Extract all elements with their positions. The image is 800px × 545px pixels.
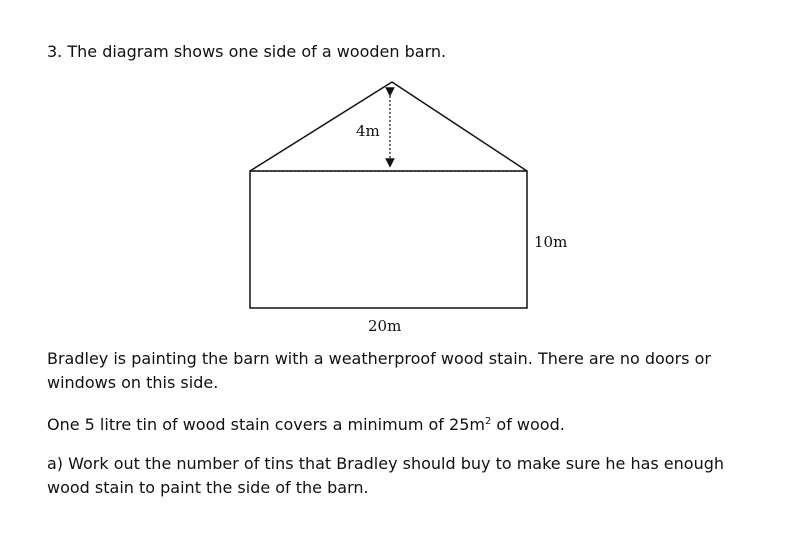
squared-superscript: 2 <box>484 416 492 427</box>
question-paragraph-coverage <box>47 413 565 437</box>
question-paragraph-context: Bradley is painting the barn with a weatherproof wood stain. There are no doors or windows on this side. <box>47 349 711 392</box>
coverage-text: One 5 litre tin of wood stain covers a minimum of 25m <box>47 415 485 434</box>
barn-roof <box>250 82 527 171</box>
coverage-text-end: of wood. <box>491 415 565 434</box>
side-label: 10m <box>534 233 568 251</box>
barn-wall <box>250 171 527 308</box>
base-label: 20m <box>368 317 402 335</box>
question-heading: 3. The diagram shows one side of a wooden barn. <box>47 42 447 61</box>
height-label: 4m <box>356 122 380 140</box>
question-part-a: a) Work out the number of tins that Bradley should buy to make sure he has enough wood stain to paint the side of the barn. <box>47 454 725 497</box>
